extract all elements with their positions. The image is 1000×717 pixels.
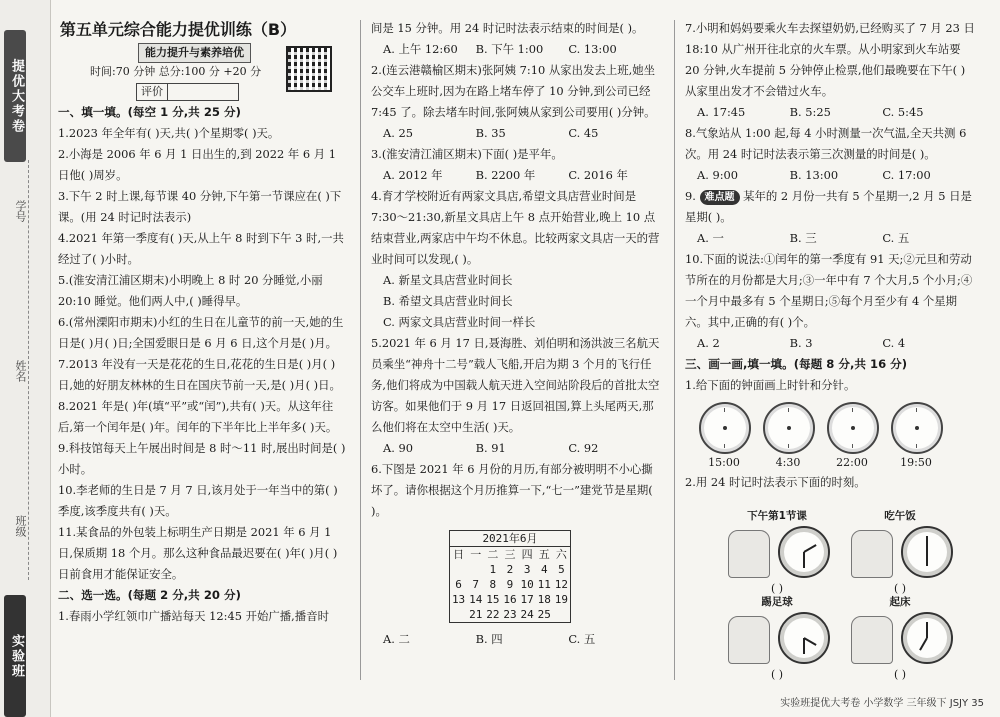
brand-tag: 实验班: [4, 595, 26, 717]
calendar-cell: 19: [554, 593, 569, 606]
calendar-cell: 2: [506, 563, 514, 576]
calendar-header: 日: [453, 548, 465, 561]
section-1-title: 一、填一填。(每空 1 分,共 25 分): [58, 105, 241, 119]
choice-question: 5.2021 年 6 月 17 日,聂海胜、刘伯明和汤洪波三名航天员乘坐“神舟十二号”载人飞船,开启为期 3 个月的飞行任务,他们将成为中国载人航天进入空间站阶段后的首批太空访客。如果他们于 9 月 17 日返回祖国,算上头尾两天,那么他们将在太空中生活( )天。: [371, 336, 660, 434]
choice-question: 4.育才学校附近有两家文具店,希望文具店营业时间是 7:30～21:30,新星文具店上午 8 点开始营业,晚上 10 点结束营业,两家店中午均不休息。比较两家文具店一天的营业时间可以发现,( )。: [371, 189, 660, 266]
calendar-table: [449, 530, 571, 623]
draw-question: 1.给下面的钟面画上时针和分针。: [685, 378, 856, 392]
calendar-row: [450, 577, 570, 592]
fill-question: 10.李老师的生日是 7 月 7 日,该月处于一年当中的第( )季度,该季度共有( )天。: [58, 483, 338, 518]
qr-code-icon[interactable]: [286, 46, 332, 92]
scene-picture: [722, 610, 832, 666]
option[interactable]: A. 9:00: [697, 168, 739, 182]
calendar-header: 三: [504, 548, 516, 561]
option[interactable]: C. 45: [568, 126, 599, 140]
option[interactable]: B. 四: [475, 632, 503, 646]
choice-options: [685, 165, 975, 186]
calendar-cell: 24: [520, 608, 534, 621]
option[interactable]: C. 五: [882, 231, 910, 245]
fill-question: 6.(常州溧阳市期末)小红的生日在儿童节的前一天,她的生日是( )月( )日;全国爱眼日是 6 月 6 日,这个月是( )月。: [58, 315, 344, 350]
blank-clock-icon[interactable]: [763, 402, 815, 454]
series-tag: 提优大考卷: [4, 30, 26, 162]
fill-question: 2.小海是 2006 年 6 月 1 日出生的,到 2022 年 6 月 1 日他( )周岁。: [58, 147, 336, 182]
answer-blank[interactable]: ( ): [770, 668, 784, 681]
scene-label: 起床: [889, 596, 911, 608]
calendar-cell: 4: [540, 563, 548, 576]
calendar-cell: 15: [486, 593, 500, 606]
calendar-cell: 9: [506, 578, 514, 591]
calendar-header: 五: [538, 548, 550, 561]
answer-blank[interactable]: ( ): [893, 582, 907, 595]
clock-icon: [901, 612, 953, 664]
calendar-cell: 14: [469, 593, 483, 606]
fill-question: 3.下午 2 时上课,每节课 40 分钟,下午第一节课应在( )下课。(用 24 时记时法表示): [58, 189, 342, 224]
calendar-header: 六: [555, 548, 567, 561]
scene-lunch: [845, 508, 955, 598]
choice-options: [685, 228, 975, 249]
exam-meta: 时间:70 分钟 总分:100 分 +20 分: [90, 65, 262, 78]
calendar-header: 二: [487, 548, 499, 561]
clock-item: [891, 402, 941, 472]
class-label: 班级: [14, 515, 27, 537]
calendar-cell: [553, 607, 570, 622]
name-label: 姓名: [14, 360, 27, 382]
fill-question: 7.2013 年没有一天是花花的生日,花花的生日是( )月( )日,她的好朋友林林的生日在国庆节前一天,是( )月( )日。: [58, 357, 341, 392]
calendar-header: 一: [470, 548, 482, 561]
option[interactable]: A. 17:45: [697, 105, 746, 119]
fill-question: 4.2021 年第一季度有( )天,从上午 8 时到下午 3 时,一共经过了( )小时。: [58, 231, 344, 266]
scene-afternoon-class: [722, 508, 832, 598]
choice-question: 3.(淮安清江浦区期末)下面( )是平年。: [371, 147, 563, 161]
clock-label: 22:00: [836, 456, 868, 469]
child-eating-icon: [851, 530, 893, 578]
choice-options: [685, 333, 975, 354]
option[interactable]: A. 上午 12:60: [383, 42, 458, 56]
page-footer: 实验班提优大考卷 小学数学 三年级下 JSJY 35: [780, 698, 984, 709]
column-1: [58, 18, 348, 627]
choice-question: 6.下图是 2021 年 6 月份的月历,有部分被明明不小心撕坏了。请你根据这个月历推算一下,“七一”建党节是星期( )。: [371, 462, 653, 518]
calendar-cell: 18: [537, 593, 551, 606]
calendar-header: 四: [521, 548, 533, 561]
scene-label: 吃午饭: [884, 510, 916, 522]
fill-question: 1.2023 年全年有( )天,共( )个星期零( )天。: [58, 126, 280, 140]
column-3: [685, 18, 975, 493]
option[interactable]: B. 13:00: [789, 168, 839, 182]
calendar-cell: 10: [520, 578, 534, 591]
option[interactable]: B. 5:25: [789, 105, 831, 119]
rating-label: 评价: [141, 85, 163, 98]
option[interactable]: A. 新星文具店营业时间长: [383, 273, 513, 287]
calendar-cell: 25: [537, 608, 551, 621]
scene-label: 踢足球: [761, 596, 793, 608]
option[interactable]: B. 91: [475, 441, 506, 455]
page-title: 第五单元综合能力提优训练（B）: [59, 20, 297, 39]
calendar-cell: 7: [472, 578, 480, 591]
calendar-cell: 8: [489, 578, 497, 591]
student-icon: [728, 530, 770, 578]
clock-icon: [778, 612, 830, 664]
calendar-cell: 23: [503, 608, 517, 621]
blank-clock-icon[interactable]: [827, 402, 879, 454]
choice-question: 7.小明和妈妈要乘火车去探望奶奶,已经购买了 7 月 23 日 18:10 从广州开往北京的火车票。从小明家到火车站要 20 分钟,火车提前 5 分钟停止检票,他们最晚要在下午( )从家里出发才不会错过火车。: [685, 21, 975, 98]
clock-label: 15:00: [708, 456, 740, 469]
choice-options: [371, 39, 661, 60]
choice-question: 2.(连云港赣榆区期末)张阿姨 7:10 从家出发去上班,她坐公交车上班时,因为在路上堵车停了 10 分钟,到公司已经 7:45 了。除去堵车时间,张阿姨从家到公司要用( )分钟。: [371, 63, 656, 119]
cut-line: [28, 160, 29, 580]
option[interactable]: B. 2200 年: [475, 168, 536, 182]
option[interactable]: A. 25: [383, 126, 413, 140]
answer-blank[interactable]: ( ): [893, 668, 907, 681]
clock-item: [763, 402, 813, 472]
option[interactable]: B. 35: [475, 126, 506, 140]
calendar-cell: 5: [558, 563, 565, 576]
difficulty-badge: 难点题: [700, 190, 740, 205]
subtitle-banner: 能力提升与素养培优: [138, 43, 251, 63]
choice-options: [371, 123, 661, 144]
calendar-cell: 12: [554, 578, 569, 591]
section-3-title: 三、画一画,填一填。(每题 8 分,共 16 分): [685, 357, 908, 371]
football-player-icon: [728, 616, 770, 664]
clock-label: 4:30: [775, 456, 801, 469]
calendar-cell: 17: [520, 593, 534, 606]
calendar-cell: 22: [486, 608, 500, 621]
column-2: [371, 18, 661, 650]
calendar-header-row: [450, 547, 570, 562]
scene-picture: [722, 524, 832, 580]
column-divider: [674, 20, 675, 680]
blank-clock-icon[interactable]: [699, 402, 751, 454]
option[interactable]: C. 13:00: [568, 42, 617, 56]
calendar-cell: 6: [455, 578, 462, 591]
calendar-cell: 16: [503, 593, 517, 606]
option[interactable]: A. 2012 年: [383, 168, 443, 182]
option[interactable]: A. 二: [383, 632, 410, 646]
choice-question: 间是 15 分钟。用 24 时记时法表示结束的时间是( )。: [371, 21, 644, 35]
option[interactable]: C. 五: [568, 632, 596, 646]
option[interactable]: C. 92: [568, 441, 599, 455]
clock-row: [685, 402, 975, 472]
calendar-cell: [467, 562, 484, 577]
option[interactable]: C. 5:45: [882, 105, 924, 119]
option[interactable]: C. 2016 年: [568, 168, 628, 182]
choice-question: 1.春雨小学红领巾广播站每天 12:45 开始广播,播音时: [58, 609, 329, 623]
calendar-cell: 11: [537, 578, 551, 591]
option[interactable]: A. 90: [383, 441, 413, 455]
calendar-row: [450, 607, 570, 622]
binding-spine: [0, 0, 51, 717]
choice-options: [371, 438, 661, 459]
option[interactable]: A. 2: [697, 336, 720, 350]
bed-icon: [851, 616, 893, 664]
option[interactable]: B. 三: [789, 231, 817, 245]
option[interactable]: C. 17:00: [882, 168, 931, 182]
option[interactable]: A. 一: [697, 231, 724, 245]
choice-options: [371, 165, 661, 186]
scene-picture: [845, 524, 955, 580]
choice-question: 8.气象站从 1:00 起,每 4 小时测量一次气温,全天共测 6 次。用 24 时记时法表示第三次测量的时间是( )。: [685, 126, 967, 161]
scene-football: [722, 594, 832, 684]
clock-label: 19:50: [900, 456, 932, 469]
option[interactable]: B. 3: [789, 336, 813, 350]
calendar-cell: 21: [469, 608, 483, 621]
option[interactable]: B. 希望文具店营业时间长: [383, 294, 513, 308]
rating-box: [136, 83, 239, 101]
calendar-cell: [450, 607, 467, 622]
clock-item: [827, 402, 877, 472]
calendar-cell: 1: [489, 563, 497, 576]
choice-options: [371, 629, 661, 650]
choice-options: [685, 102, 975, 123]
question-text: 某年的 2 月份一共有 5 个星期一,2 月 5 日是星期( )。: [685, 189, 972, 224]
option[interactable]: C. 4: [882, 336, 906, 350]
choice-question: 9. 难点题 某年的 2 月份一共有 5 个星期一,2 月 5 日是星期( )。: [685, 189, 972, 224]
option[interactable]: C. 两家文具店营业时间一样长: [383, 315, 536, 329]
column-divider: [360, 20, 361, 680]
fill-question: 9.科技馆每天上午展出时间是 8 时～11 时,展出时间是( )小时。: [58, 441, 346, 476]
clock-icon: [901, 526, 953, 578]
scene-label: 下午第1节课: [747, 510, 807, 522]
blank-clock-icon[interactable]: [891, 402, 943, 454]
fill-question: 8.2021 年是( )年(填“平”或“闰”),共有( )天。从这年往后,第一个闰年是( )年。闰年的下半年比上半年多( )天。: [58, 399, 338, 434]
calendar-row: [450, 592, 570, 607]
rating-field[interactable]: [167, 84, 238, 100]
fill-question: 5.(淮安清江浦区期末)小明晚上 8 时 20 分睡觉,小丽 20:10 睡觉。他们两人中,( )睡得早。: [58, 273, 323, 308]
clock-icon: [778, 526, 830, 578]
calendar-cell: 3: [523, 563, 531, 576]
calendar-cell: 13: [451, 593, 466, 606]
scene-wake-up: [845, 594, 955, 684]
calendar-title: 2021年6月: [450, 531, 570, 547]
draw-question: 2.用 24 时记时法表示下面的时刻。: [685, 475, 866, 489]
id-label: 学号: [14, 200, 27, 222]
answer-blank[interactable]: ( ): [770, 582, 784, 595]
choice-question: 10.下面的说法:①闰年的第一季度有 91 天;②元旦和劳动节所在的月份都是大月;③一年中有 7 个大月,5 个小月;④一个月中最多有 5 个星期日;⑤每个月至少有 4 个星期六。其中,正确的有( )个。: [685, 252, 973, 329]
fill-question: 11.某食品的外包装上标明生产日期是 2021 年 6 月 1 日,保质期 18 个月。那么这种食品最迟要在( )年( )月( )日前食用才能保证安全。: [58, 525, 338, 581]
section-2-title: 二、选一选。(每题 2 分,共 20 分): [58, 588, 241, 602]
scene-picture: [845, 610, 955, 666]
option[interactable]: B. 下午 1:00: [475, 42, 544, 56]
calendar-cell: [450, 562, 467, 577]
clock-item: [699, 402, 749, 472]
calendar-row: [450, 562, 570, 577]
